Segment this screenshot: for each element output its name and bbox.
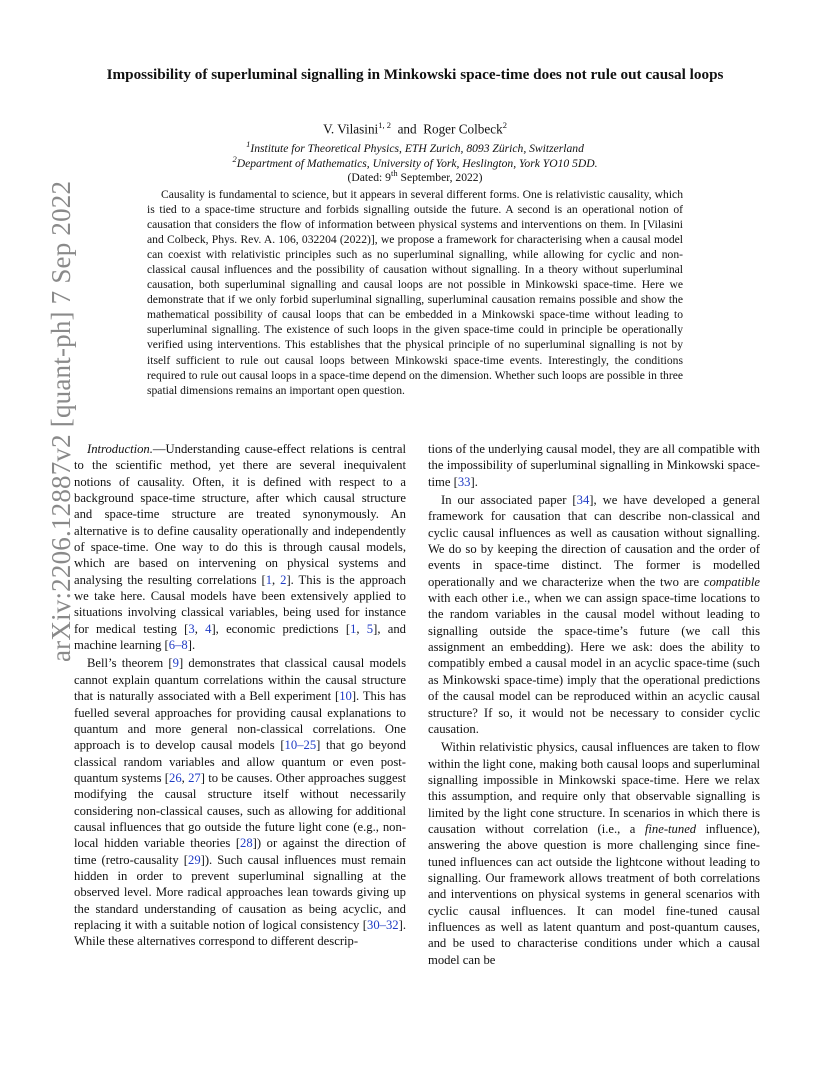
citation-link[interactable]: 9 <box>172 656 179 671</box>
text-run: tions of the underlying causal model, they are all compatible with the impossibility of superluminal signalling in Minkowski space-time [ <box>428 442 760 489</box>
text-run: ]. This is the approach we take here. Causal models have been extensively applied to situations involving classical variables, being used for instance for medical testing [ <box>74 572 406 636</box>
text-run: ] that go beyond classical random variables and allow quantum or even post-quantum systems [ <box>74 738 406 785</box>
affiliation-2-mark: 2 <box>232 154 237 164</box>
date-line <box>80 166 750 185</box>
citation-link[interactable]: 6–8 <box>168 638 188 653</box>
author-line <box>80 116 750 138</box>
emphasis: compatible <box>703 574 760 589</box>
paragraph-bell-theorem <box>74 655 406 949</box>
affiliation-1-mark: 1 <box>246 139 251 149</box>
citation-link[interactable]: 28 <box>240 836 253 851</box>
text-run: ]) or against the direction of time (retro-causality [ <box>74 836 406 867</box>
text-run: —Understanding cause-effect relations is central to the scientific method, yet there are several inequivalent notions of causality. Often, it is defined with respect to a background space-time structure, after which causal structure and space-time structure are treated synonymously. An alternative is to define causality operationally and independently of space-time. One way to do this is through causal models, which are based on intervening on physical systems and analysing the resulting correlations [ <box>74 442 406 587</box>
author-2: Roger Colbeck <box>423 121 503 137</box>
text-run: ], economic predictions [ <box>211 621 351 636</box>
citation-link[interactable]: 34 <box>576 493 590 508</box>
author-2-affil: 2 <box>502 120 507 130</box>
citation-link[interactable]: 1 <box>265 572 273 587</box>
text-run: ]. This has fuelled several approaches for providing causal explanations to quantum and more general non-classical correlations. One approach is to develop causal models [ <box>74 689 406 753</box>
text-run: with each other i.e., when we can assign space-time locations to the random variables in the causal model without leading to signalling outside the space-time’s future (we call this assignment an embedding). Here we ask: does the ability to compatibly embed a causal model in an acyclic space-time (such as Minkowski space-time) imply that the operational predictions of the causal model can be reproduced within an acyclic causal structure? If so, it would not be necessary to consider cyclic causation. <box>428 591 760 736</box>
paragraph-associated-paper <box>428 492 760 737</box>
text-run: In our associated paper [ <box>441 493 577 508</box>
text-run: ]). Such causal influences must remain hidden in order to prevent superluminal signalling at the observed level. More radical approaches lean towards giving up the standard understanding of causation as being acyclic, and replacing it with a suitable notion of logical consistency [ <box>74 852 406 932</box>
paper-title: Impossibility of superluminal signalling in Minkowski space-time does not rule out causal loops <box>106 66 724 83</box>
arxiv-identifier: arXiv:2206.12887v2 [quant-ph] 7 Sep 2022 <box>46 180 76 662</box>
text-run: , <box>181 770 189 785</box>
citation-link[interactable]: 30–32 <box>367 917 399 932</box>
paragraph-introduction <box>74 441 406 653</box>
author-1: V. Vilasini <box>323 121 379 137</box>
text-run: ]. While these alternatives correspond to different descrip- <box>74 917 406 949</box>
citation-link[interactable]: 33 <box>457 474 471 489</box>
abstract-text: Causality is fundamental to science, but it appears in several different forms. One is relativistic causality, which is tied to a space-time structure and forbids signalling outside the future. A second is an operational notion of causation that considers the flow of information between physical systems and interventions on them. In [Vilasini and Colbeck, Phys. Rev. A. 106, 032204 (2022)], we propose a framework for characterising when a causal model can coexist with relativistic principles such as no superluminal signalling, while allowing for cyclic and non-classical causal influences and the possibility of causation without signalling. In a theory without superluminal causation, both superluminal signalling and causal loops are not possible in Minkowski space-time. Here we demonstrate that if we only forbid superluminal signalling, superluminal causation remains possible and show the mathematical possibility of causal loops that can be embedded in a Minkowski space-time without leading to superluminal signalling. The existence of such loops in the given space-time could in principle be operationally verified using interventions. This establishes that the physical principle of no superluminal signalling is not by itself sufficient to rule out causal loops between Minkowski space-time events. Interestingly, the conditions required to rule out causal loops in a space-time depend on the dimension. Whether such loops are possible in three spatial dimensions remains an important open question. <box>147 188 683 397</box>
text-run: Within relativistic physics, causal influences are taken to flow within the light cone, making both causal loops and superluminal signalling impossible in Minkowski space-time. Here we relax this assumption, and require only that observable signalling is limited by the light cone structure. In scenarios in which there is causation without correlation (i.e., a <box>428 740 760 836</box>
citation-link[interactable]: 4 <box>205 621 212 636</box>
citation-link[interactable]: 29 <box>188 852 201 867</box>
text-run: influence), answering the above question is more challenging since fine-tuned influences can act outside the lightcone without leading to signalling. Our framework allows treatment of both correlations and interventions on physical systems in general scenarios with cyclic causal influences. It can model fine-tuned causal influences as well as latent quantum and post-quantum causes, and be used to characterise conditions under which a causal model can be <box>428 821 760 967</box>
author-and: and <box>397 121 417 137</box>
body-column-left <box>74 441 406 950</box>
citation-link[interactable]: 3 <box>188 621 195 636</box>
text-run: ]. <box>470 474 478 489</box>
citation-link[interactable]: 10–25 <box>284 738 317 753</box>
date-ordinal: th <box>390 168 398 178</box>
text-run: ]. <box>187 638 196 653</box>
body-column-right <box>428 441 760 968</box>
citation-link[interactable]: 2 <box>280 572 287 587</box>
emphasis: fine-tuned <box>644 821 697 836</box>
paragraph-relativistic-physics <box>428 739 760 968</box>
text-run: Bell’s theorem [ <box>87 656 173 671</box>
text-run: ] demonstrates that classical causal models cannot explain quantum correlations within the causal structure that is naturally associated with a Bell experiment [ <box>74 656 406 704</box>
section-lead-in: Introduction. <box>87 442 153 456</box>
date-suffix: September, 2022) <box>397 170 483 184</box>
citation-link[interactable]: 27 <box>188 770 201 785</box>
text-run: , <box>194 621 206 636</box>
affiliation-2-text: Department of Mathematics, University of York, Heslington, York YO10 5DD. <box>236 156 598 170</box>
citation-link[interactable]: 1 <box>350 621 357 636</box>
text-run: , <box>356 621 367 636</box>
text-run: ], we have developed a general framework for causation that can describe non-classical and cyclic causal influences as well as causation without signalling. We do so by keeping the direction of causation and the order of events in space-time distinct. The former is modelled operationally and we characterize when the two are <box>428 493 760 589</box>
abstract <box>147 187 683 398</box>
affiliation-1-text: Institute for Theoretical Physics, ETH Zurich, 8093 Zürich, Switzerland <box>250 141 584 155</box>
date-prefix: (Dated: 9 <box>347 170 391 184</box>
citation-link[interactable]: 26 <box>169 770 182 785</box>
arxiv-stamp <box>0 0 76 1072</box>
text-run: , <box>272 572 281 587</box>
author-1-affil: 1, 2 <box>378 120 391 130</box>
citation-link[interactable]: 10 <box>339 689 352 704</box>
citation-link[interactable]: 5 <box>366 621 374 636</box>
text-run: ] to be causes. Other approaches suggest modifying the causal structure itself without necessarily considering non-classical causes, such as allowing for additional causal influences that go outside the future light cone (e.g., non-local hidden variable theories [ <box>74 770 406 851</box>
paragraph-continued <box>428 441 760 490</box>
text-run: ], and machine learning [ <box>74 621 406 653</box>
